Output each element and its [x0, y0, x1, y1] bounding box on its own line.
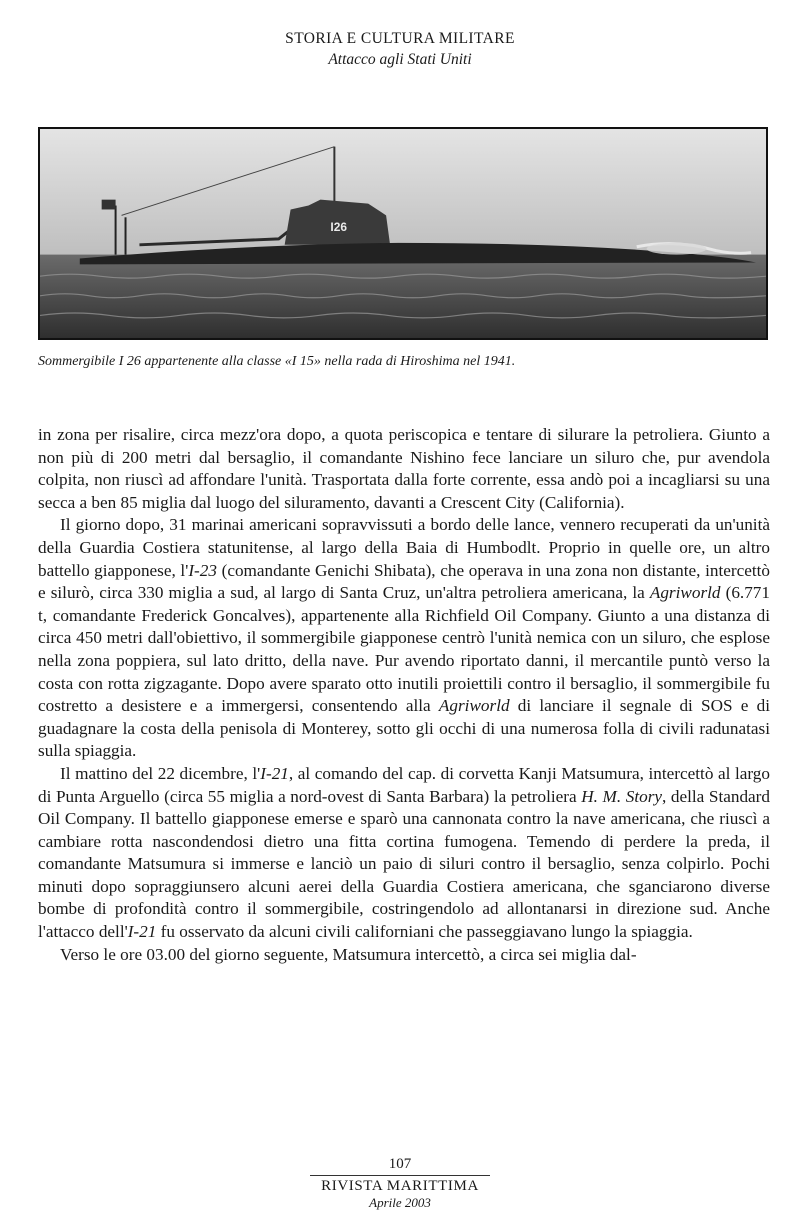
submarine-photo	[38, 127, 768, 340]
hull-number: I26	[330, 220, 347, 235]
footer-rule	[310, 1175, 490, 1176]
journal-name: RIVISTA MARITTIMA	[321, 1178, 479, 1194]
photo-caption: Sommergibile I 26 appartenente alla classe «I 15» nella rada di Hiroshima nel 1941.	[38, 354, 516, 369]
submarine-name: I-21	[260, 763, 289, 783]
paragraph-3-text: , al comando del cap. di corvetta Kanji Matsumura, intercettò al largo di Punta Arguello (circa 55 miglia a nord-ovest di Santa Barbara) la petroliera	[38, 763, 770, 806]
paragraph-2-text: (6.771 t, comandante Frederick Goncalves), appartenente alla Richfield Oil Company. Giunto a una distanza di circa 450 metri dall'obiettivo, il sommergibile giapponese centrò l'unità nemica con un siluro, che esplose nella zona poppiera, sul lato dritto, della nave. Pur avendo riportato danni, il mercantile puntò verso la costa con rotta zigzagante. Dopo avere sparato otto inutili proiettili contro il bersaglio, il sommergibile fu costretto a desistere e a immergersi, consentendo alla	[38, 583, 770, 716]
page-number: 107	[388, 1156, 412, 1172]
paragraph-3	[38, 763, 770, 944]
submarine-photo-illustration	[40, 129, 766, 338]
article-title: Attacco agli Stati Uniti	[328, 51, 472, 68]
ship-name: Agriworld	[438, 696, 510, 716]
issue-date: Aprile 2003	[369, 1195, 431, 1210]
paragraph-3-text: Il mattino del 22 dicembre, l'	[60, 763, 261, 783]
article-body	[38, 424, 770, 966]
ship-name: H. M. Story	[581, 786, 663, 806]
section-title: STORIA E CULTURA MILITARE	[285, 30, 515, 47]
paragraph-4: Verso le ore 03.00 del giorno seguente, Matsumura intercettò, a circa sei miglia dal-	[60, 944, 637, 964]
paragraph-2-text: di lanciare il segnale di SOS e di guadagnare la costa della penisola di Monterey, sotto gli occhi di una numerosa folla di civili radunatasi sulla spiaggia.	[38, 696, 770, 761]
page-footer	[0, 1156, 800, 1211]
paragraph-2	[38, 514, 770, 763]
paragraph-1: in zona per risalire, circa mezz'ora dopo, a quota periscopica e tentare di silurare la petroliera. Giunto a non più di 200 metri dal bersaglio, il comandante Nishino fece lanciare un siluro che, pur avendola colpita, non riuscì ad affondare l'unità. Trasportata dalla forte corrente, essa andò poi a incagliarsi su una secca a ben 85 miglia dal luogo del siluramento, davanti a Crescent City (California).	[38, 425, 770, 512]
paragraph-3-text: , della Standard Oil Company. Il battello giapponese emerse e sparò una cannonata contro la nave americana, che riuscì a cambiare rotta nascondendosi dietro una fitta cortina fumogena. Temendo di perdere la preda, il comandante Matsumura si immerse e lanciò un paio di siluri contro il bersaglio, senza colpirlo. Pochi minuti dopo sopraggiunsero alcuni aerei della Guardia Costiera americana, che sganciarono diverse bombe di profondità contro il sommergibile, costringendolo ad allontanarsi in direzione sud. Anche l'attacco dell'	[38, 786, 770, 942]
paragraph-2-text: Il giorno dopo, 31 marinai americani sopravvissuti a bordo delle lance, vennero recuperati da un'unità della Guardia Costiera statunitense, al largo della Baia di Humbodlt. Proprio in quelle ore, un altro battello giapponese, l'	[38, 515, 770, 580]
paragraph-3-text: fu osservato da alcuni civili californiani che passeggiavano lungo la spiaggia.	[156, 922, 693, 942]
ship-name: Agriworld	[649, 583, 721, 603]
submarine-name: I-23	[188, 560, 217, 580]
submarine-name: I-21	[127, 922, 157, 942]
running-header	[0, 30, 800, 69]
paragraph-2-text: (comandante Genichi Shibata), che operava in una zona non distante, intercettò e silurò, circa 330 miglia a sud, al largo di Santa Cruz, un'altra petroliera americana, la	[38, 560, 770, 603]
